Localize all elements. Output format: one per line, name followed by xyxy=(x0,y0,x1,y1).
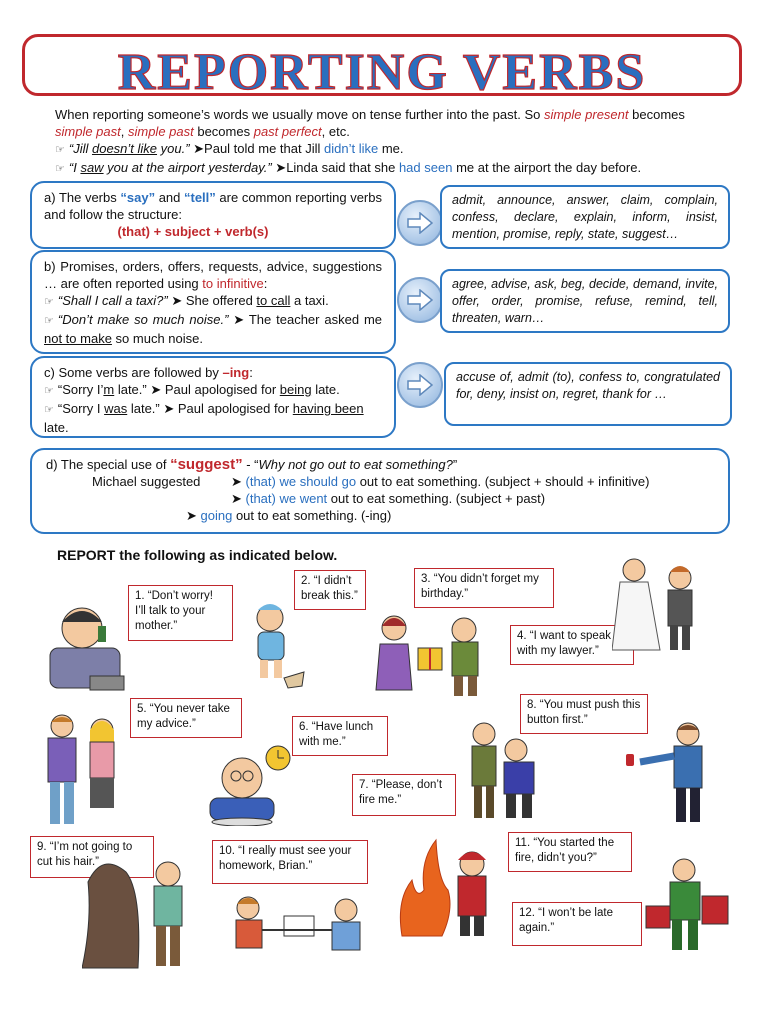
rule-a-verbs: admit, announce, answer, claim, complain, confess, declare, explain, inform, insist, mention, promise, reply, state, suggest… xyxy=(440,185,730,249)
intro-example-2: ☞ “I saw you at the airport yesterday.” ➤Linda said that she had seen me at the airport the day before. xyxy=(55,160,642,175)
speech-bubble-11: 11. “You started the fire, didn’t you?” xyxy=(508,832,632,872)
child-illustration xyxy=(248,600,308,690)
rule-a-box: a) The verbs “say” and “tell” are common reporting verbs and follow the structure: (that) + subject + verb(s) xyxy=(30,181,396,249)
title-banner xyxy=(22,34,742,101)
rule-b-box: b) Promises, orders, offers, requests, advice, suggestions … are often reported using to infinitive: ☞ “Shall I call a taxi?” ➤ She offered to call a taxi. ☞ “Don’t make so much noise.” ➤ The teacher asked me not to make so much noise. xyxy=(30,250,396,354)
arrow-right-icon xyxy=(397,362,443,408)
intro-line-2: simple past, simple past becomes past perfect, etc. xyxy=(55,124,350,139)
firefighter-illustration xyxy=(396,830,500,940)
speech-bubble-1: 1. “Don’t worry! I’ll talk to your mother.” xyxy=(128,585,233,641)
speech-bubble-7: 7. “Please, don’t fire me.” xyxy=(352,774,456,816)
rule-c-box: c) Some verbs are followed by –ing: ☞ “Sorry I’m late.” ➤ Paul apologised for being late. ☞ “Sorry I was late.” ➤ Paul apologised for having been late. xyxy=(30,356,396,438)
speech-bubble-6: 6. “Have lunch with me.” xyxy=(292,716,388,756)
rule-c-verbs: accuse of, admit (to), confess to, congratulated for, deny, insist on, regret, thank for … xyxy=(444,362,732,426)
intro-line-1: When reporting someone’s words we usually move on tense further into the past. So simple present becomes xyxy=(55,107,685,122)
speech-bubble-2: 2. “I didn’t break this.” xyxy=(294,570,366,610)
arrow-right-icon xyxy=(397,200,443,246)
tug-of-war-illustration xyxy=(222,890,372,970)
pointer-icon: ☞ xyxy=(44,404,54,416)
rule-b-verbs: agree, advise, ask, beg, decide, demand, invite, offer, order, promise, refuse, remind, tell, threaten, warn… xyxy=(440,269,730,333)
hairdresser-illustration xyxy=(82,852,198,970)
arrow-right-icon xyxy=(397,277,443,323)
speech-bubble-5: 5. “You never take my advice.” xyxy=(130,698,242,738)
speech-bubble-10: 10. “I really must see your homework, Brian.” xyxy=(212,840,368,884)
man-on-phone-illustration xyxy=(40,600,130,692)
speech-bubble-8: 8. “You must push this button first.” xyxy=(520,694,648,734)
pointer-icon: ☞ xyxy=(44,315,54,327)
late-businessman-illustration xyxy=(644,856,734,956)
speech-bubble-12: 12. “I won’t be late again.” xyxy=(512,902,642,946)
man-pushing-button-illustration xyxy=(622,720,722,826)
arguing-couple-illustration xyxy=(40,712,130,830)
pointer-icon: ☞ xyxy=(55,163,65,175)
pointer-icon: ☞ xyxy=(44,296,54,308)
pointer-icon: ☞ xyxy=(55,144,65,156)
begging-employee-illustration xyxy=(460,716,550,822)
page-title: REPORTING VERBS xyxy=(117,44,647,101)
rule-d-box: d) The special use of “suggest” - “Why not go out to eat something?” Michael suggested ➤ (that) we should go out to eat something. (subject + should + infinitive) ➤ (that) we went out to eat something. (subject + past) ➤ going out to eat something. (-ing) xyxy=(30,448,730,534)
speech-bubble-9: 9. “I’m not going to cut his hair.” xyxy=(30,836,154,878)
intro-paragraph xyxy=(55,106,745,178)
gift-couple-illustration xyxy=(372,610,492,700)
structure-formula: (that) + subject + verb(s) xyxy=(117,224,269,239)
man-eating-lunch-illustration xyxy=(196,744,306,826)
bride-groom-illustration xyxy=(612,556,702,656)
pointer-icon: ☞ xyxy=(44,385,54,397)
exercise-heading: REPORT the following as indicated below. xyxy=(57,547,338,563)
speech-bubble-3: 3. “You didn’t forget my birthday.” xyxy=(414,568,554,608)
intro-example-1: ☞ “Jill doesn’t like you.” ➤Paul told me that Jill didn’t like me. xyxy=(55,141,404,156)
speech-bubble-4: 4. “I want to speak with my lawyer.” xyxy=(510,625,634,665)
